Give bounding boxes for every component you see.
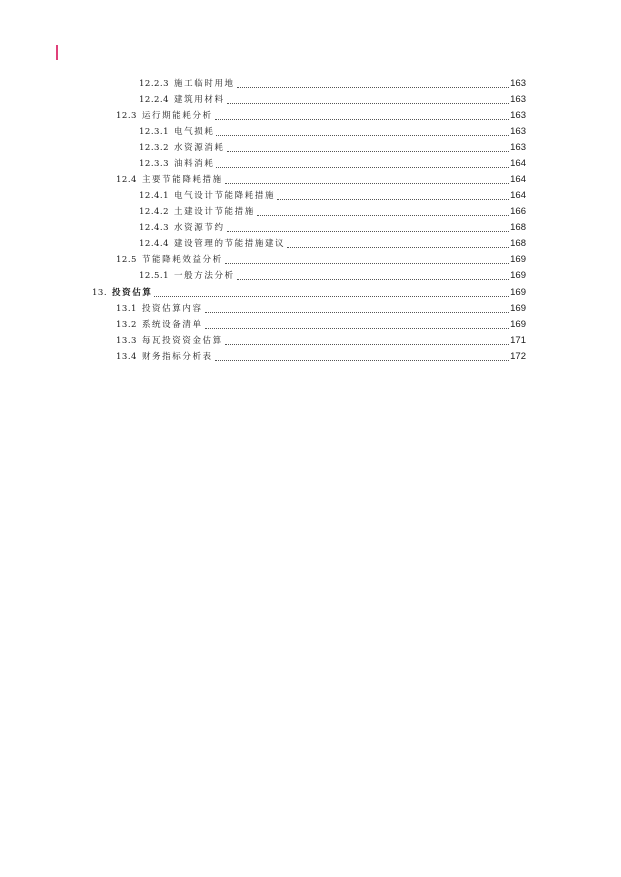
toc-entry-page: 164 (510, 158, 526, 169)
toc-entry-title: 建筑用材料 (174, 95, 225, 105)
toc-entry-page: 169 (510, 287, 526, 298)
toc-entry-page: 168 (510, 222, 526, 233)
toc-dot-leader (205, 328, 510, 329)
toc-entry-title: 节能降耗效益分析 (141, 255, 223, 265)
toc-entry-title: 运行期能耗分析 (141, 111, 213, 121)
toc-entry-title: 投资估算 (112, 288, 153, 298)
toc-entry[interactable] (116, 108, 526, 122)
toc-dot-leader (287, 247, 509, 248)
toc-entry-number: 12.5.1 (139, 271, 170, 281)
toc-entry-title: 油料消耗 (174, 159, 215, 169)
toc-entry-title: 水资源消耗 (174, 143, 225, 153)
toc-dot-leader (257, 215, 509, 216)
toc-entry-title: 每瓦投资资金估算 (141, 336, 223, 346)
toc-entry-number: 12.4.3 (139, 223, 170, 233)
toc-entry-page: 163 (510, 110, 526, 121)
toc-entry-number: 12.4.2 (139, 207, 170, 217)
toc-entry-page: 169 (510, 319, 526, 330)
toc-dot-leader (277, 199, 509, 200)
toc-dot-leader (225, 344, 509, 345)
toc-entry-page: 168 (510, 238, 526, 249)
toc-entry-number: 12.3.1 (139, 127, 170, 137)
toc-entry-title: 建设管理的节能措施建议 (174, 239, 286, 249)
toc-entry-title: 主要节能降耗措施 (141, 175, 223, 185)
toc-entry-page: 166 (510, 206, 526, 217)
toc-entry-page: 163 (510, 94, 526, 105)
toc-entry-page: 163 (510, 78, 526, 89)
toc-entry-title: 一般方法分析 (174, 271, 235, 281)
toc-entry[interactable] (139, 92, 526, 106)
toc-entry[interactable] (116, 349, 526, 363)
toc-entry[interactable] (139, 188, 526, 202)
toc-entry-title: 投资估算内容 (141, 304, 203, 314)
toc-entry[interactable] (116, 172, 526, 186)
toc-entry[interactable] (116, 301, 526, 315)
toc-entry-title: 土建设计节能措施 (174, 207, 255, 217)
toc-dot-leader (215, 119, 510, 120)
toc-entry[interactable] (139, 76, 526, 90)
toc-entry[interactable] (139, 268, 526, 282)
toc-dot-leader (216, 167, 509, 168)
toc-entry-number: 13.1 (116, 304, 137, 314)
toc-entry-page: 164 (510, 190, 526, 201)
toc-entry-number: 12.3.2 (139, 143, 170, 153)
toc-entry-title: 水资源节约 (174, 223, 225, 233)
toc-entry-title: 电气损耗 (174, 127, 215, 137)
toc-entry-page: 169 (510, 303, 526, 314)
toc-entry[interactable] (116, 333, 526, 347)
toc-entry-page: 163 (510, 126, 526, 137)
toc-entry-title: 电气设计节能降耗措施 (174, 191, 276, 201)
toc-dot-leader (205, 312, 510, 313)
toc-entry-number: 12.5 (116, 255, 137, 265)
toc-entry-number: 12.4 (116, 175, 137, 185)
toc-entry-number: 12.3 (116, 111, 137, 121)
toc-entry-number: 12.2.3 (139, 79, 170, 89)
toc-entry[interactable] (139, 140, 526, 154)
toc-entry-number: 12.3.3 (139, 159, 170, 169)
toc-dot-leader (227, 151, 510, 152)
toc-entry-number: 13.3 (116, 336, 137, 346)
toc-entry-number: 12.2.4 (139, 95, 170, 105)
page-margin-marker (56, 45, 58, 60)
toc-entry-number: 12.4.4 (139, 239, 170, 249)
toc-entry-page: 172 (510, 351, 526, 362)
toc-entry[interactable] (92, 285, 526, 299)
toc-dot-leader (227, 103, 510, 104)
toc-dot-leader (216, 135, 509, 136)
toc-entry-number: 13. (92, 288, 108, 298)
toc-entry-page: 171 (510, 335, 526, 346)
toc-entry[interactable] (139, 124, 526, 138)
toc-entry-number: 12.4.1 (139, 191, 170, 201)
toc-entry[interactable] (139, 156, 526, 170)
toc-dot-leader (227, 231, 510, 232)
toc-entry[interactable] (139, 220, 526, 234)
toc-entry-title: 施工临时用地 (174, 79, 235, 89)
toc-dot-leader (225, 263, 509, 264)
toc-dot-leader (215, 360, 510, 361)
toc-dot-leader (237, 87, 509, 88)
toc-entry[interactable] (116, 252, 526, 266)
toc-entry-number: 13.4 (116, 352, 137, 362)
toc-entry-page: 169 (510, 254, 526, 265)
toc-dot-leader (154, 296, 509, 297)
toc-dot-leader (225, 183, 509, 184)
toc-entry[interactable] (139, 236, 526, 250)
toc-entry-title: 财务指标分析表 (141, 352, 213, 362)
toc-entry[interactable] (116, 317, 526, 331)
toc-entry[interactable] (139, 204, 526, 218)
toc-dot-leader (237, 279, 509, 280)
toc-entry-page: 164 (510, 174, 526, 185)
toc-entry-number: 13.2 (116, 320, 137, 330)
toc-entry-page: 163 (510, 142, 526, 153)
toc-entry-title: 系统设备清单 (141, 320, 203, 330)
toc-entry-page: 169 (510, 270, 526, 281)
